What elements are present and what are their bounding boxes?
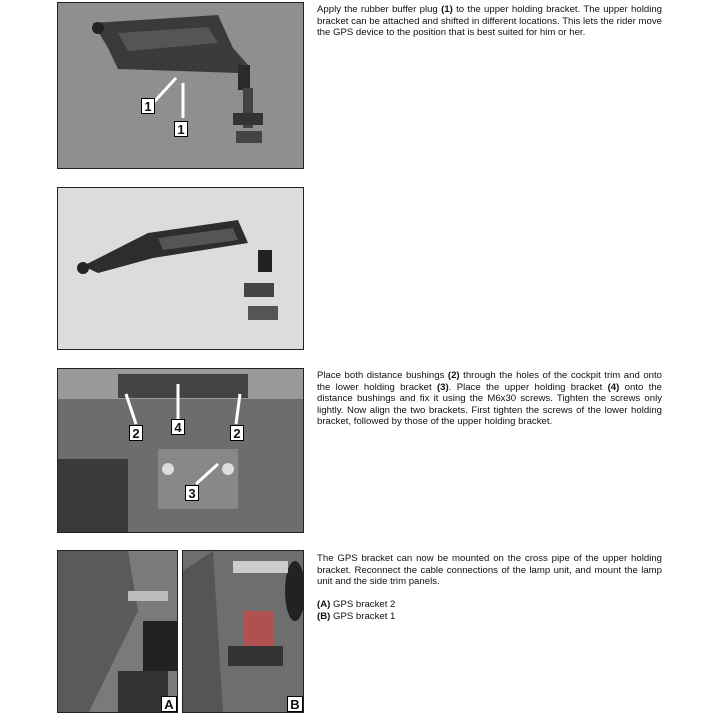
callout-1b: 1 (174, 121, 188, 137)
legend-item-a: (A) GPS bracket 2 (317, 599, 396, 610)
cockpit-illustration (58, 369, 304, 533)
gps-bracket-b-illustration (183, 551, 304, 713)
bracket-legend (317, 599, 662, 622)
callout-a: A (161, 696, 177, 712)
photo-gps-bracket-b (182, 550, 304, 713)
callout-2b: 2 (230, 425, 244, 441)
step-3-text: The GPS bracket can now be mounted on the cross pipe of the upper holding bracket. Reconnect the cable connections of the lamp unit, and mount the lamp unit and the side trim panels. (317, 553, 662, 588)
callout-b: B (287, 696, 303, 712)
callout-2a: 2 (129, 425, 143, 441)
photo-assembled-bracket (57, 187, 304, 350)
legend-item-b: (B) GPS bracket 1 (317, 610, 396, 622)
callout-3: 3 (185, 485, 199, 501)
photo-upper-bracket-buffer (57, 2, 304, 169)
step-1-text: Apply the rubber buffer plug (1) to the upper holding bracket. The upper holding bracket can be attached and shifted in different locations. This lets the rider move the GPS device to the position that is best suited for him or her. (317, 4, 662, 39)
gps-bracket-a-illustration (58, 551, 178, 713)
photo-gps-bracket-a (57, 550, 178, 713)
callout-1a: 1 (141, 98, 155, 114)
photo-cockpit-mounting (57, 368, 304, 533)
bracket-illustration (58, 3, 304, 169)
callout-4: 4 (171, 419, 185, 435)
step-2-text: Place both distance bushings (2) through the holes of the cockpit trim and onto the lower holding bracket (3). Place the upper holding bracket (4) onto the distance bushings and fix it using the M6x30 screws. Tighten the screws only lightly. Now align the two brackets. First tighten the screws of the lower holding bracket, followed by those of the upper holding bracket. (317, 370, 663, 428)
assembled-bracket-illustration (58, 188, 304, 350)
